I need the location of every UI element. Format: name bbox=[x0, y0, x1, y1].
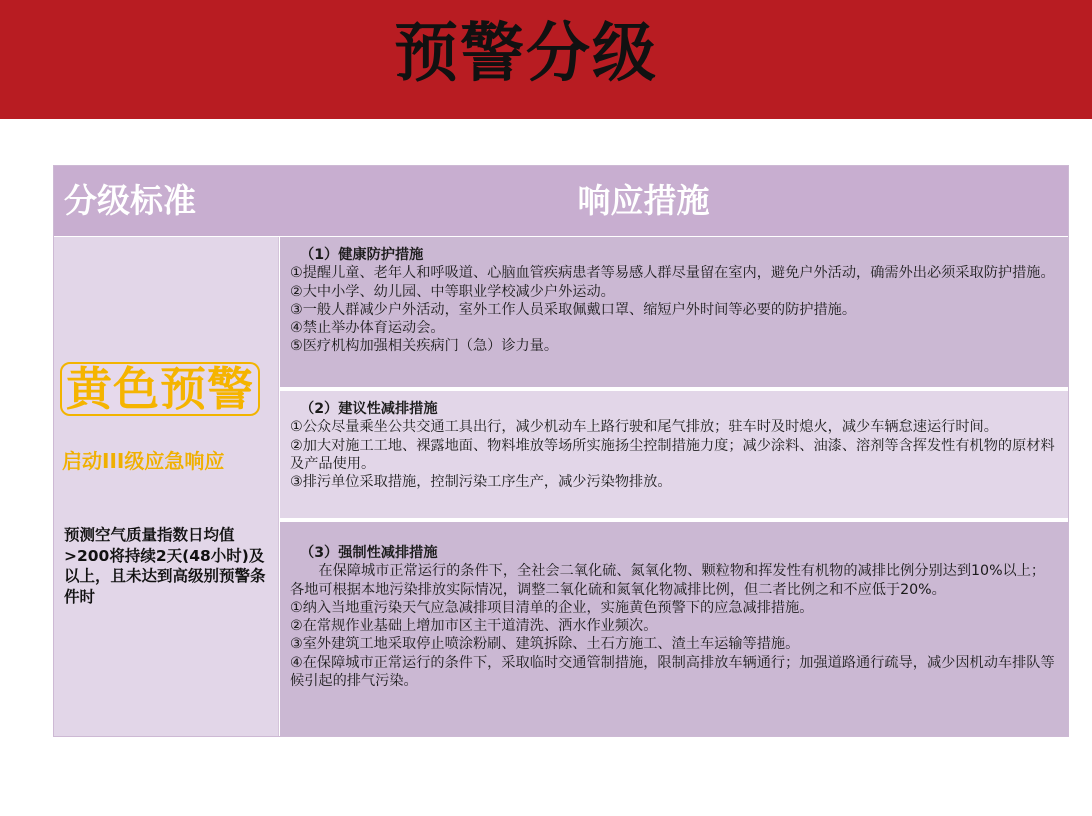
measures-section-mandatory bbox=[280, 522, 1068, 736]
measures-section-suggested bbox=[280, 391, 1068, 520]
warning-criteria-text: 预测空气质量指数日均值>200将持续2天(48小时)及以上，且未达到高级别预警条件时 bbox=[64, 526, 266, 606]
measure-item: ②加大对施工工地、裸露地面、物料堆放等场所实施扬尘控制措施力度；减少涂料、油漆、溶剂等含挥发性有机物的原材料及产品使用。 bbox=[290, 437, 1055, 472]
measure-item: ①纳入当地重污染天气应急减排项目清单的企业，实施黄色预警下的应急减排措施。 bbox=[290, 599, 814, 616]
measure-item: ④禁止举办体育运动会。 bbox=[290, 320, 445, 337]
header-grading-standard: 分级标准 bbox=[54, 166, 279, 236]
measure-item: ④在保障城市正常运行的条件下，采取临时交通管制措施，限制高排放车辆通行；加强道路通行疏导，减少因机动车排队等候引起的排气污染。 bbox=[290, 654, 1055, 690]
measure-item: ①公众尽量乘坐公共交通工具出行，减少机动车上路行驶和尾气排放；驻车时及时熄火，减少车辆怠速运行时间。 bbox=[290, 419, 998, 436]
measure-item: ①提醒儿童、老年人和呼吸道、心脑血管疾病患者等易感人群尽量留在室内，避免户外活动，确需外出必须采取防护措施。 bbox=[290, 265, 1055, 282]
measure-item: ②在常规作业基础上增加市区主干道清洗、洒水作业频次。 bbox=[290, 618, 658, 635]
section-title: （3）强制性减排措施 bbox=[300, 545, 438, 561]
warning-level-badge: 黄色预警 bbox=[60, 362, 260, 416]
grading-standard-cell bbox=[54, 237, 279, 736]
header-response-measures: 响应措施 bbox=[279, 166, 1068, 236]
measure-item: ③室外建筑工地采取停止喷涂粉刷、建筑拆除、土石方施工、渣土车运输等措施。 bbox=[290, 636, 800, 653]
section-title: （2）建议性减排措施 bbox=[300, 401, 438, 417]
measures-section-health bbox=[280, 237, 1068, 389]
section-title: （1）健康防护措施 bbox=[300, 247, 424, 263]
section-intro: 在保障城市正常运行的条件下，全社会二氧化硫、氮氧化物、颗粒物和挥发性有机物的减排比例分别达到10%以上；各地可根据本地污染排放实际情况，调整二氧化硫和氮氧化物减排比例，但二者比例之和不应低于20%。 bbox=[290, 563, 1046, 598]
measure-item: ⑤医疗机构加强相关疾病门（急）诊力量。 bbox=[290, 338, 559, 355]
page-title: 预警分级 bbox=[394, 17, 658, 91]
warning-level-table bbox=[53, 165, 1069, 737]
measure-item: ③排污单位采取措施，控制污染工序生产，减少污染物排放。 bbox=[290, 474, 672, 491]
measure-item: ③一般人群减少户外活动，室外工作人员采取佩戴口罩、缩短户外时间等必要的防护措施。 bbox=[290, 301, 857, 318]
measure-item: ②大中小学、幼儿园、中等职业学校减少户外运动。 bbox=[290, 283, 615, 300]
response-level-text: 启动III级应急响应 bbox=[62, 449, 225, 473]
